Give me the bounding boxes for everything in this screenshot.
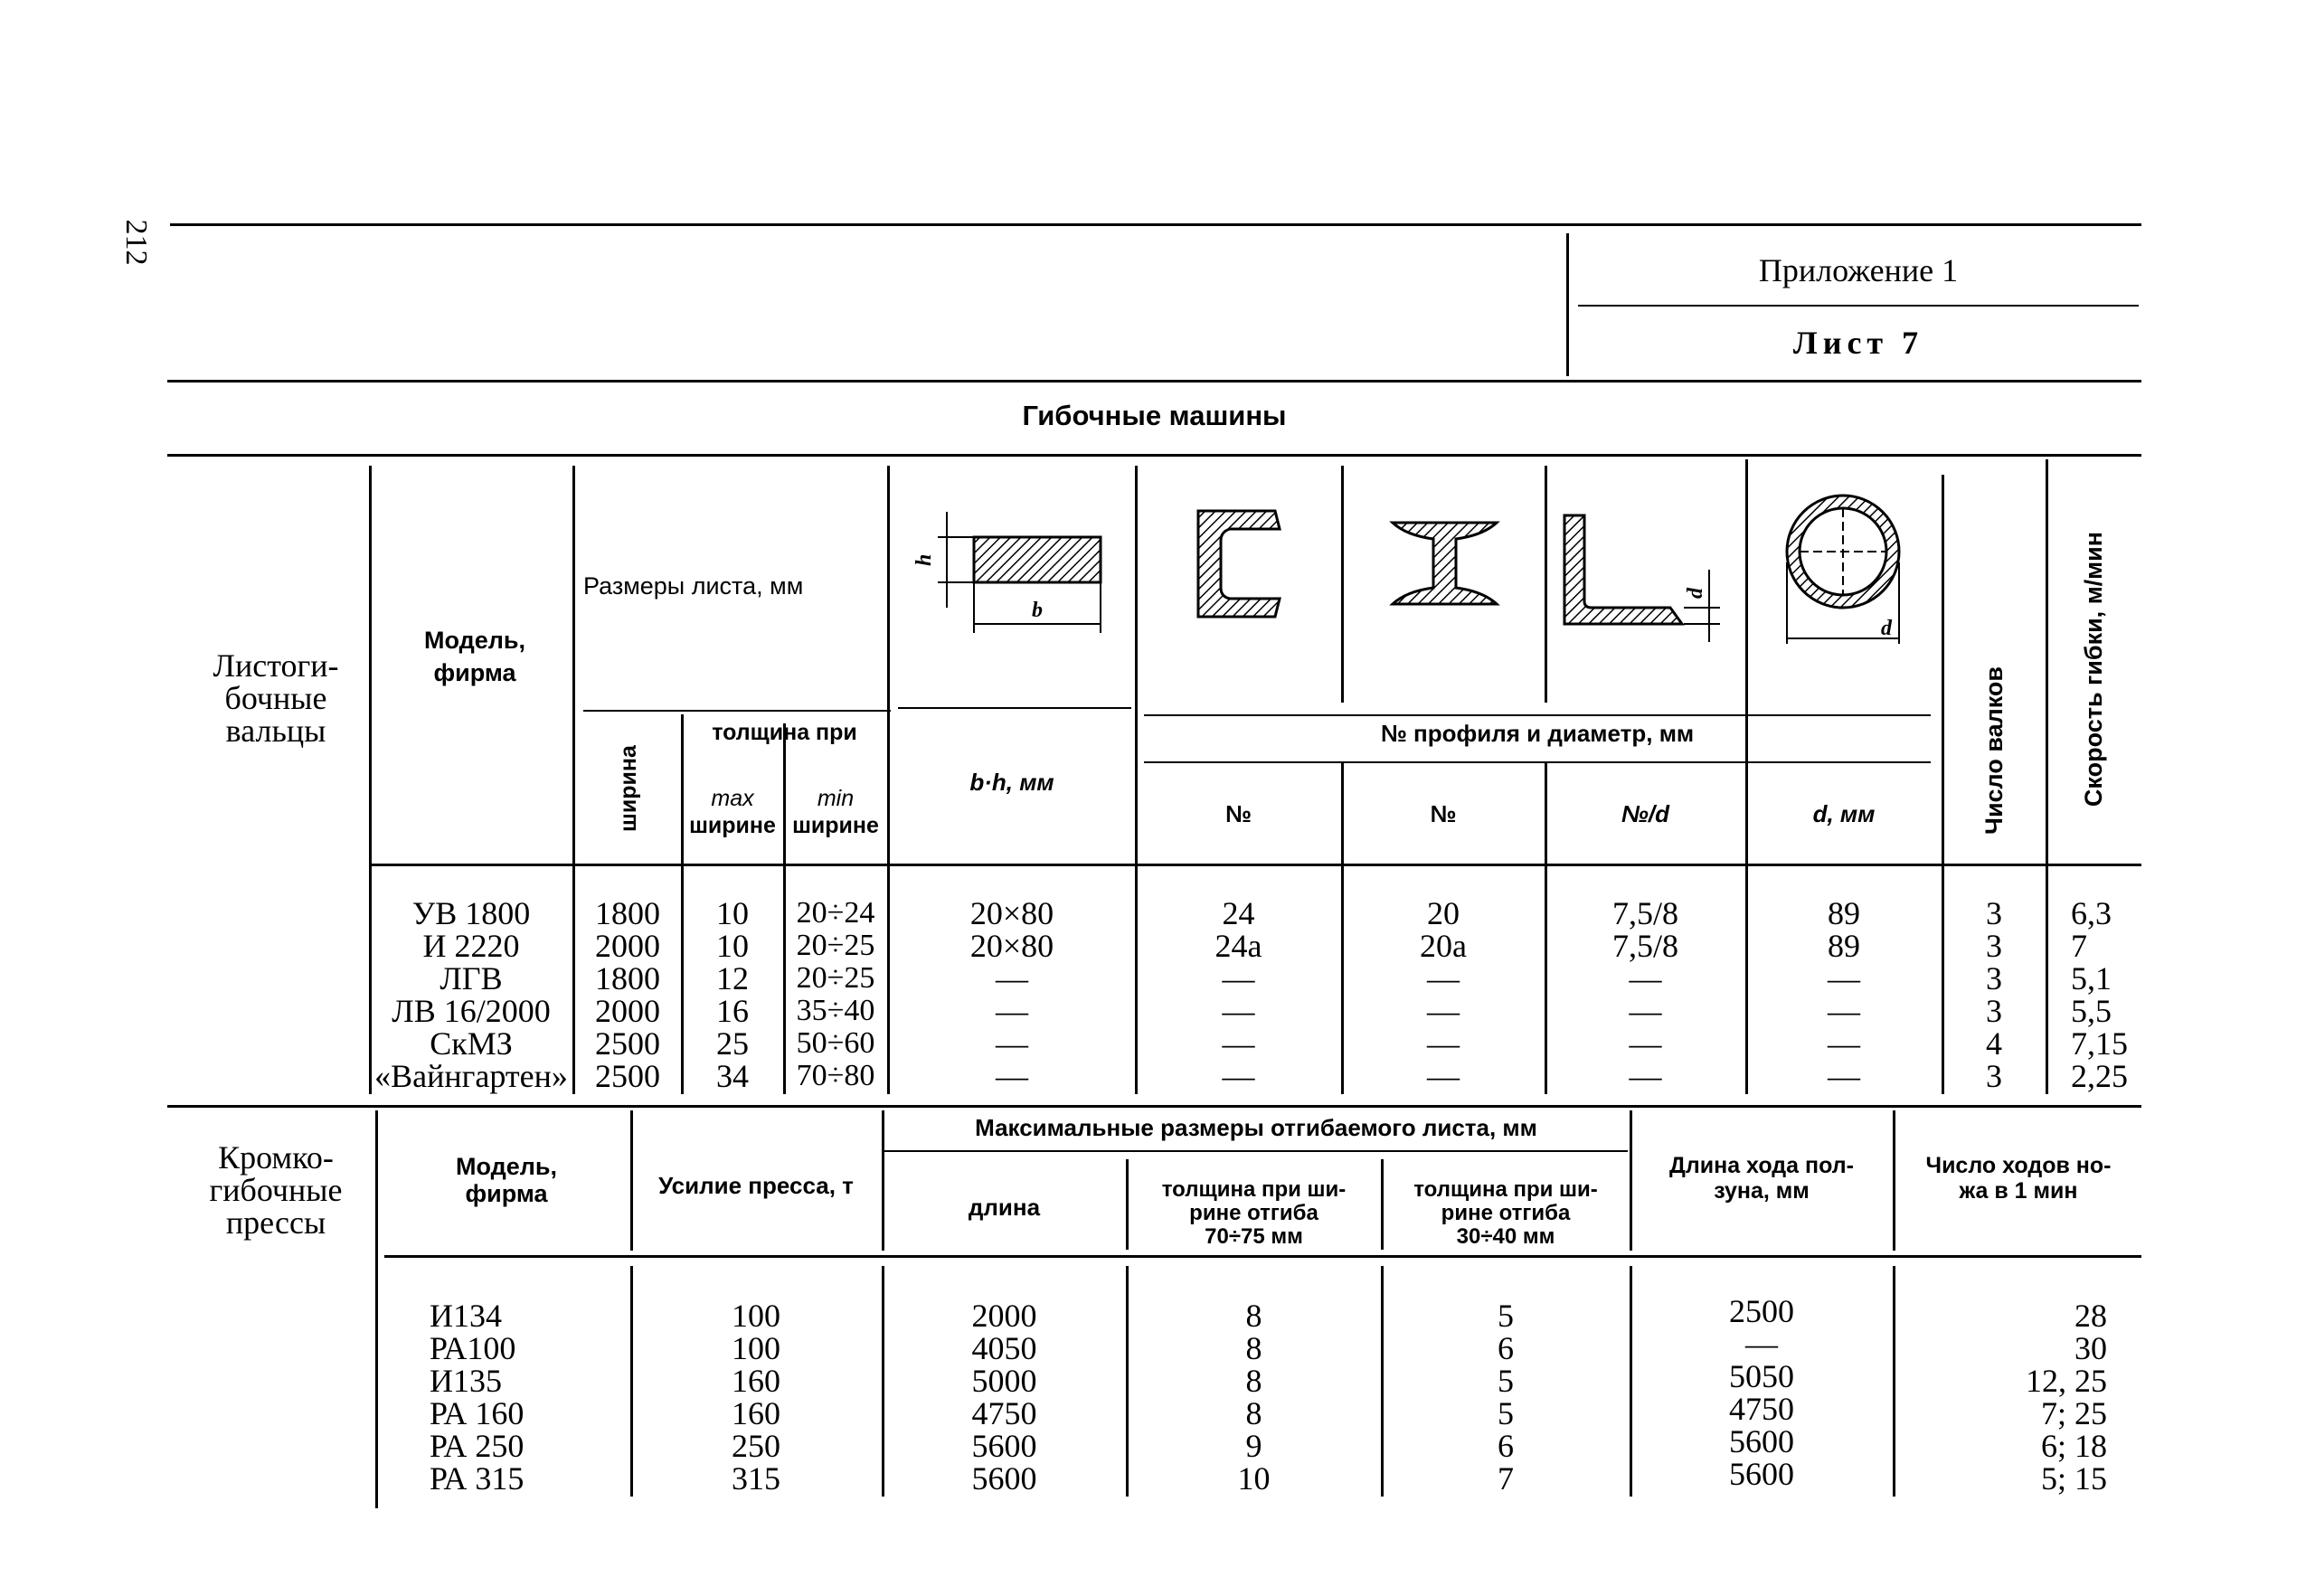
list-item: — bbox=[996, 1025, 1028, 1062]
list-item: — bbox=[996, 993, 1028, 1029]
list-item: 2000 bbox=[595, 928, 660, 964]
s1-hline bbox=[1144, 714, 1931, 716]
s1-hline bbox=[898, 707, 1131, 709]
dim-b-label: b bbox=[1032, 599, 1043, 622]
list-item: 6 bbox=[1498, 1330, 1514, 1366]
list-item: 4750 bbox=[971, 1395, 1037, 1431]
list-item: И134 bbox=[430, 1298, 502, 1334]
angle-profile-icon bbox=[1548, 479, 1743, 642]
list-item: 1800 bbox=[595, 960, 660, 996]
list-item: 7 bbox=[1498, 1460, 1514, 1497]
list-item: — bbox=[1222, 1025, 1255, 1062]
s1-vline bbox=[2046, 459, 2048, 1094]
list-item: 5 bbox=[1498, 1363, 1514, 1399]
s1-bh-header: b·h, мм bbox=[969, 769, 1054, 796]
list-item: УВ 1800 bbox=[411, 895, 531, 931]
list-item: 3 bbox=[1986, 928, 2002, 964]
list-item: 5600 bbox=[971, 1460, 1037, 1497]
s1-thickness-header: толщина при bbox=[712, 720, 857, 745]
list-item: 24 bbox=[1222, 895, 1255, 931]
list-item: 20×80 bbox=[969, 928, 1054, 964]
list-item: 4 bbox=[1986, 1025, 2002, 1062]
section2-top-rule bbox=[167, 1105, 2141, 1108]
s2-model-header: Модель, фирма bbox=[455, 1153, 558, 1207]
section2-label: Кромко- гибочные прессы bbox=[209, 1139, 343, 1241]
s1-hline bbox=[1144, 761, 1931, 763]
list-item: — bbox=[1629, 1025, 1662, 1062]
list-item: 2000 bbox=[595, 993, 660, 1029]
flat-bar-icon bbox=[891, 472, 1133, 644]
s1-vline bbox=[887, 466, 890, 1094]
list-item: 3 bbox=[1986, 895, 2002, 931]
dim-h-label: h bbox=[912, 553, 936, 566]
list-item: И 2220 bbox=[422, 928, 520, 964]
s1-min-header: min ширине bbox=[792, 786, 879, 838]
s1-profile-header: № профиля и диаметр, мм bbox=[1380, 720, 1695, 747]
s2-strokes-header: Число ходов но- жа в 1 мин bbox=[1925, 1153, 2112, 1204]
list-item: 315 bbox=[732, 1460, 780, 1497]
s1-models bbox=[371, 897, 572, 1092]
list-item: 50÷60 bbox=[796, 1026, 875, 1060]
list-item: 7,15 bbox=[2071, 1025, 2128, 1062]
s1-tmax bbox=[684, 897, 781, 1092]
list-item: 20×80 bbox=[969, 895, 1054, 931]
list-item: 4750 bbox=[1729, 1391, 1794, 1427]
list-item: 5600 bbox=[971, 1428, 1037, 1464]
appendix-rule bbox=[1578, 305, 2139, 307]
list-item: — bbox=[1222, 1058, 1255, 1094]
s2-stroke bbox=[1632, 1295, 1891, 1490]
list-item: — bbox=[1828, 1058, 1860, 1094]
list-item: ЛГВ bbox=[439, 960, 503, 996]
table-top-rule bbox=[167, 454, 2141, 457]
s1-vline bbox=[1545, 466, 1547, 703]
s1-speed bbox=[2071, 897, 2141, 1092]
pipe-profile-icon bbox=[1750, 472, 1940, 653]
s1-rolls bbox=[1944, 897, 2044, 1092]
list-item: 250 bbox=[732, 1428, 780, 1464]
list-item: — bbox=[1629, 993, 1662, 1029]
appendix-label: Приложение 1 bbox=[1758, 252, 1959, 288]
list-item: 160 bbox=[732, 1395, 780, 1431]
s2-force bbox=[633, 1299, 879, 1495]
s2-thick1 bbox=[1129, 1299, 1379, 1495]
list-item: 5050 bbox=[1729, 1358, 1794, 1394]
list-item: 5600 bbox=[1729, 1423, 1794, 1459]
list-item: РА100 bbox=[430, 1330, 516, 1366]
s1-speed-header: Скорость гибки, м/мин bbox=[2080, 531, 2107, 807]
list-item: РА 160 bbox=[430, 1395, 525, 1431]
list-item: 6,3 bbox=[2071, 895, 2112, 931]
s2-length-header: длина bbox=[968, 1194, 1041, 1221]
list-item: 20÷25 bbox=[796, 961, 875, 995]
list-item: 5000 bbox=[971, 1363, 1037, 1399]
list-item: 100 bbox=[732, 1298, 780, 1334]
list-item: — bbox=[1745, 1326, 1778, 1362]
list-item: 9 bbox=[1245, 1428, 1262, 1464]
s2-force-header: Усилие пресса, т bbox=[658, 1172, 854, 1199]
list-item: — bbox=[1629, 1058, 1662, 1094]
top-rule bbox=[170, 223, 2141, 226]
list-item: СкМЗ bbox=[430, 1025, 513, 1062]
title-top-rule bbox=[167, 380, 2141, 382]
s2-stroke-header: Длина хода пол- зуна, мм bbox=[1669, 1153, 1854, 1204]
list-item: 89 bbox=[1828, 895, 1860, 931]
list-item: 34 bbox=[716, 1058, 749, 1094]
s1-sheet-size-header: Размеры листа, мм bbox=[583, 572, 804, 600]
list-item: 2500 bbox=[1729, 1293, 1794, 1329]
list-item: 7; 25 bbox=[2040, 1395, 2107, 1431]
list-item: 160 bbox=[732, 1363, 780, 1399]
list-item: 4050 bbox=[971, 1330, 1037, 1366]
list-item: 89 bbox=[1828, 928, 1860, 964]
s2-vline bbox=[1893, 1266, 1895, 1497]
s1-angle bbox=[1547, 897, 1744, 1092]
list-item: 24а bbox=[1214, 928, 1262, 964]
s1-pipe-header: d, мм bbox=[1812, 800, 1876, 827]
s2-thick2 bbox=[1384, 1299, 1628, 1495]
list-item: 100 bbox=[732, 1330, 780, 1366]
list-item: 3 bbox=[1986, 960, 2002, 996]
list-item: — bbox=[1222, 993, 1255, 1029]
s1-rolls-header: Число валков bbox=[1980, 666, 2008, 836]
section1-label: Листоги- бочные вальцы bbox=[213, 647, 339, 749]
list-item: 8 bbox=[1245, 1298, 1262, 1334]
list-item: 5 bbox=[1498, 1395, 1514, 1431]
list-item: 10 bbox=[716, 928, 749, 964]
list-item: 5 bbox=[1498, 1298, 1514, 1334]
list-item: 12, 25 bbox=[2026, 1363, 2107, 1399]
list-item: 10 bbox=[716, 895, 749, 931]
s1-widths bbox=[575, 897, 680, 1092]
list-item: 5,5 bbox=[2071, 993, 2112, 1029]
sheet-label: Лист 7 bbox=[1792, 325, 1924, 361]
s2-length bbox=[884, 1299, 1124, 1495]
list-item: — bbox=[1427, 1025, 1460, 1062]
s2-header-bottom-rule bbox=[384, 1255, 2141, 1258]
page-number: 212 bbox=[119, 219, 153, 266]
dim-d-angle-label: d bbox=[1684, 588, 1707, 599]
list-item: «Вайнгартен» bbox=[374, 1058, 568, 1094]
channel-profile-icon bbox=[1144, 479, 1338, 642]
list-item: 6; 18 bbox=[2040, 1428, 2107, 1464]
s1-width-header: ширина bbox=[616, 745, 641, 832]
s1-bh bbox=[891, 897, 1133, 1092]
dim-d-pipe-label: d bbox=[1881, 617, 1892, 640]
list-item: РА 315 bbox=[430, 1460, 525, 1497]
list-item: — bbox=[1427, 960, 1460, 996]
list-item: 10 bbox=[1237, 1460, 1271, 1497]
list-item: 20а bbox=[1420, 928, 1467, 964]
s1-vline bbox=[1341, 466, 1344, 703]
list-item: — bbox=[996, 1058, 1028, 1094]
s1-angle-header: №/d bbox=[1621, 800, 1669, 827]
list-item: — bbox=[1828, 1025, 1860, 1062]
s1-ibeam-no-header: № bbox=[1430, 800, 1457, 827]
list-item: 3 bbox=[1986, 993, 2002, 1029]
list-item: 28 bbox=[2074, 1298, 2107, 1334]
list-item: 5; 15 bbox=[2040, 1460, 2107, 1497]
list-item: — bbox=[1629, 960, 1662, 996]
table-title: Гибочные машины bbox=[1022, 400, 1287, 431]
s1-header-bottom-rule bbox=[369, 864, 2141, 866]
list-item: 70÷80 bbox=[796, 1059, 875, 1092]
list-item: 30 bbox=[2074, 1330, 2107, 1366]
list-item: 2000 bbox=[971, 1298, 1037, 1334]
s2-models bbox=[430, 1299, 610, 1495]
list-item: 7,5/8 bbox=[1611, 928, 1678, 964]
list-item: — bbox=[1222, 960, 1255, 996]
list-item: 2500 bbox=[595, 1058, 660, 1094]
list-item: ЛВ 16/2000 bbox=[392, 993, 551, 1029]
list-item: — bbox=[1828, 960, 1860, 996]
list-item: И135 bbox=[430, 1363, 502, 1399]
list-item: 35÷40 bbox=[796, 994, 875, 1027]
s1-max-header: max ширине bbox=[689, 786, 776, 838]
list-item: 8 bbox=[1245, 1363, 1262, 1399]
list-item: 7,5/8 bbox=[1611, 895, 1678, 931]
list-item: — bbox=[1828, 993, 1860, 1029]
i-beam-profile-icon bbox=[1347, 479, 1542, 642]
s1-channel-no-header: № bbox=[1225, 800, 1252, 827]
list-item: 20 bbox=[1427, 895, 1460, 931]
s1-ibeam bbox=[1344, 897, 1543, 1092]
s2-thick2-header: толщина при ши- рине отгиба 30÷40 мм bbox=[1413, 1177, 1598, 1249]
s2-vline bbox=[375, 1110, 378, 1508]
s2-max-dims-header: Максимальные размеры отгибаемого листа, мм bbox=[975, 1114, 1537, 1141]
list-item: 5,1 bbox=[2071, 960, 2112, 996]
list-item: 2,25 bbox=[2071, 1058, 2128, 1094]
list-item: 8 bbox=[1245, 1330, 1262, 1366]
s1-pipe bbox=[1748, 897, 1940, 1092]
header-divider bbox=[1566, 233, 1569, 376]
s1-tmin bbox=[785, 897, 886, 1092]
s2-strokes bbox=[1926, 1299, 2107, 1495]
list-item: — bbox=[996, 960, 1028, 996]
s1-model-header: Модель, фирма bbox=[423, 627, 526, 686]
s1-channel bbox=[1138, 897, 1339, 1092]
list-item: 7 bbox=[2071, 928, 2087, 964]
s1-hline bbox=[583, 710, 891, 712]
list-item: 25 bbox=[716, 1025, 749, 1062]
list-item: 12 bbox=[716, 960, 749, 996]
list-item: 3 bbox=[1986, 1058, 2002, 1094]
list-item: 6 bbox=[1498, 1428, 1514, 1464]
list-item: — bbox=[1427, 1058, 1460, 1094]
list-item: 1800 bbox=[595, 895, 660, 931]
list-item: РА 250 bbox=[430, 1428, 525, 1464]
list-item: — bbox=[1427, 993, 1460, 1029]
s2-thick1-header: толщина при ши- рине отгиба 70÷75 мм bbox=[1161, 1177, 1347, 1249]
list-item: 16 bbox=[716, 993, 749, 1029]
list-item: 20÷25 bbox=[796, 929, 875, 962]
list-item: 5600 bbox=[1729, 1456, 1794, 1492]
list-item: 2500 bbox=[595, 1025, 660, 1062]
s2-hline bbox=[884, 1150, 1628, 1152]
list-item: 20÷24 bbox=[796, 896, 875, 930]
list-item: 8 bbox=[1245, 1395, 1262, 1431]
